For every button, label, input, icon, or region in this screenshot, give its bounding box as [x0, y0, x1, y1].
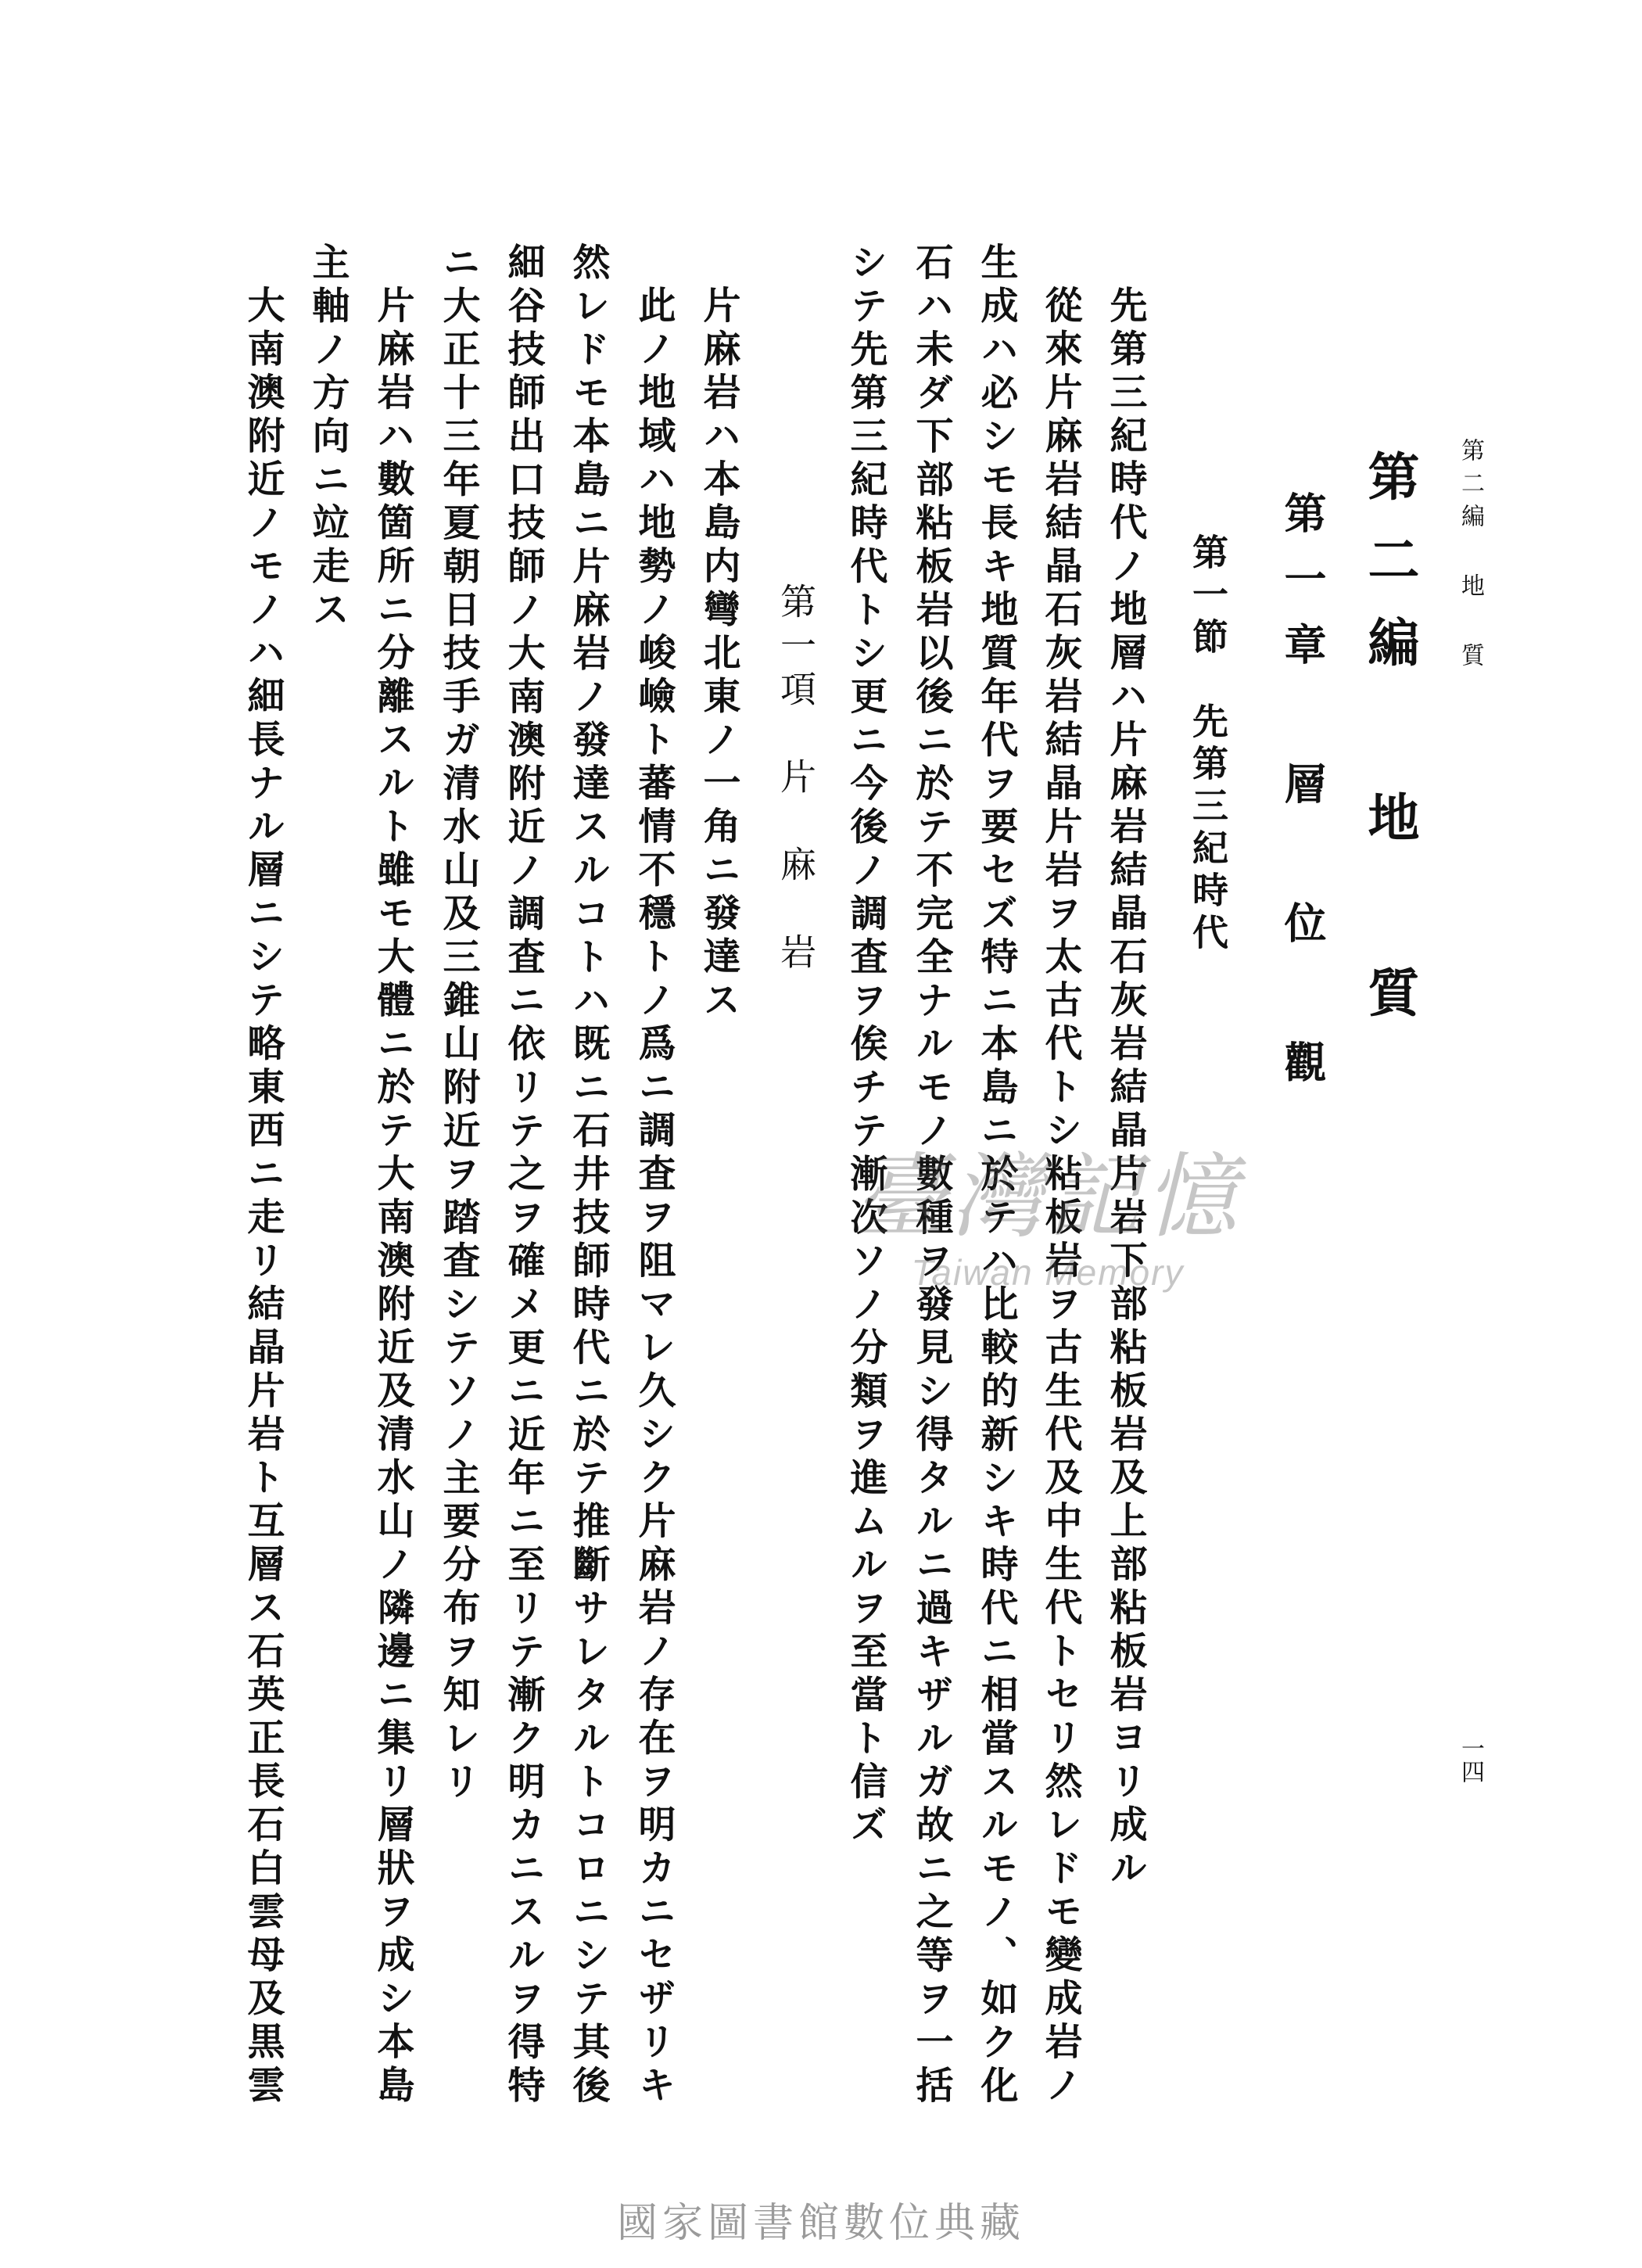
page-number: 一四	[1457, 1736, 1484, 1783]
taiwan-memory-watermark	[805, 1142, 1290, 1314]
watermark-chinese: 臺灣記憶	[853, 1143, 1242, 1251]
body-line-13: 大南澳附近ノモノハ細長ナル層ニシテ略東西ニ走リ結晶片岩ト互層ス石英正長石白雲母及黒雲	[241, 285, 285, 2108]
body-line-7: 此ノ地域ハ地勢ノ峻嶮ト蕃情不穩トノ爲ニ調査ヲ阻マレ久シク片麻岩ノ存在ヲ明カニセザリキ	[632, 285, 676, 2108]
body-line-2: 從來片麻岩結晶石灰岩結晶片岩ヲ太古代トシ粘板岩ヲ古生代及中生代トセリ然レドモ變成岩ノ	[1038, 285, 1082, 2108]
body-line-4: 石ハ未ダ下部粘板岩以後ニ於テ不完全ナルモノ數種ヲ發見シ得タルニ過キザルガ故ニ之等ヲ一括	[909, 242, 953, 2109]
body-line-5: シテ先第三紀時代トシ更ニ今後ノ調査ヲ俟チテ漸次ソノ分類ヲ進ムルヲ至當ト信ズ	[844, 242, 887, 1849]
watermark-english: Taiwan Memory	[911, 1252, 1185, 1293]
body-line-3: 生成ハ必シモ長キ地質年代ヲ要セズ特ニ本島ニ於テハ比較的新シキ時代ニ相當スルモノ、如ク化	[974, 242, 1018, 2109]
body-line-1: 先第三紀時代ノ地層ハ片麻岩結晶石灰岩結晶片岩下部粘板岩及上部粘板岩ヨリ成ル	[1103, 285, 1147, 1892]
footer-watermark: 國家圖書館數位典藏	[616, 2200, 1025, 2247]
body-line-8: 然レドモ本島ニ片麻岩ノ發達スルコトハ既ニ石井技師時代ニ於テ推斷サレタルトコロニシテ其後	[566, 242, 610, 2109]
body-line-9: 細谷技師出口技師ノ大南澳附近ノ調査ニ依リテ之ヲ確メ更ニ近年ニ至リテ漸ク明カニスルヲ得特	[501, 242, 545, 2109]
chapter-title: 第一章 層 位 觀	[1278, 491, 1328, 1106]
body-line-12: 主軸ノ方向ニ竝走ス	[306, 242, 350, 633]
body-line-6: 片麻岩ハ本島内彎北東ノ一角ニ發達ス	[697, 285, 740, 1024]
item-title: 第一項 片 麻 岩	[775, 583, 817, 977]
body-line-10: ニ大正十三年夏朝日技手ガ清水山及三錐山附近ヲ踏査シテソノ主要分布ヲ知レリ	[436, 242, 480, 1805]
running-head: 第二編 地 質	[1457, 438, 1484, 676]
part-title: 第二編 地 質	[1359, 450, 1420, 1049]
section-title: 第一節 先第三紀時代	[1187, 533, 1229, 956]
body-line-11: 片麻岩ハ數箇所ニ分離スルト雖モ大體ニ於テ大南澳附近及清水山ノ隣邊ニ集リ層狀ヲ成シ本島	[371, 285, 414, 2108]
